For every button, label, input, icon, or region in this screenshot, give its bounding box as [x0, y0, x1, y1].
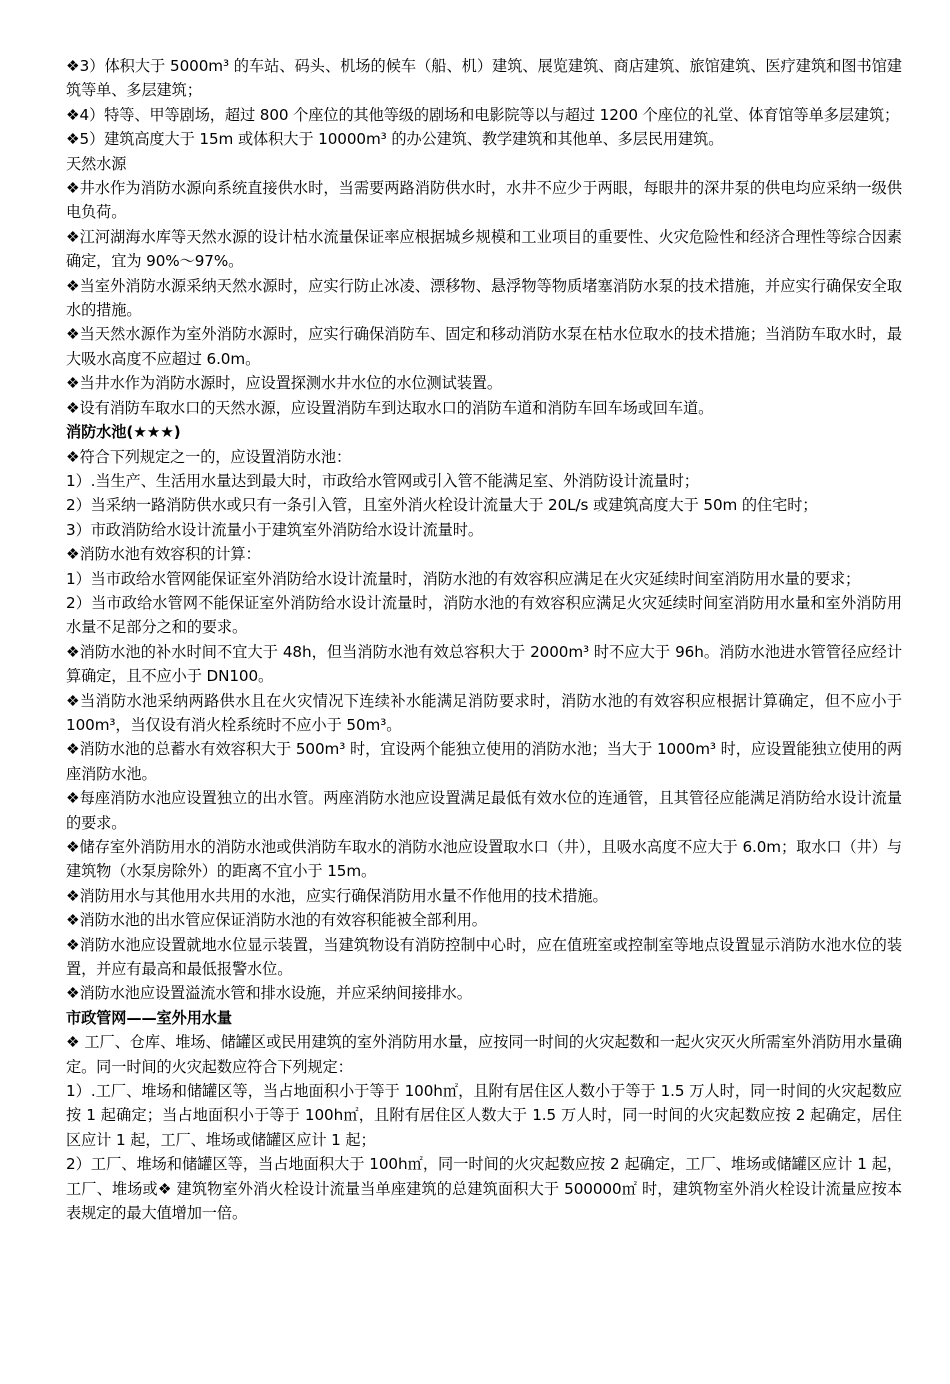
paragraph: ❖消防水池应设置溢流水管和排水设施，并应采纳间接排水。: [66, 984, 472, 1003]
paragraph: ❖当天然水源作为室外消防水源时，应实行确保消防车、固定和移动消防水泵在枯水位取水的技术措施；当消防车取水时，最大吸水高度不应超过 6.0m。: [66, 325, 902, 368]
paragraph: ❖江河湖海水库等天然水源的设计枯水流量保证率应根据城乡规模和工业项目的重要性、火灾危险性和经济合理性等综合因素确定，宜为 90%～97%。: [66, 227, 902, 271]
paragraph: ❖4）特等、甲等剧场，超过 800 个座位的其他等级的剧场和电影院等以与超过 1200 个座位的礼堂、体育馆等单多层建筑；: [66, 105, 900, 124]
paragraph: ❖当井水作为消防水源时，应设置探测水井水位的水位测试装置。: [66, 374, 502, 393]
paragraph: ❖ 工厂、仓库、堆场、储罐区或民用建筑的室外消防用水量，应按同一时间的火灾起数和一起火灾灭火所需室外消防用水量确定。同一时间的火灾起数应符合下列规定：: [66, 1033, 902, 1076]
paragraph: 天然水源: [66, 154, 127, 173]
paragraph: 2）当采纳一路消防供水或只有一条引入管，且室外消火栓设计流量大于 20L/s 或建筑高度大于 50m 的住宅时；: [66, 496, 818, 515]
section-heading: 市政管网——室外用水量: [66, 1008, 232, 1027]
paragraph: ❖消防水池有效容积的计算：: [66, 545, 261, 564]
paragraph: 2）工厂、堆场和储罐区等，当占地面积大于 100h㎡，同一时间的火灾起数应按 2 起确定，工厂、堆场或储罐区应计 1 起，工厂、堆场或❖ 建筑物室外消火栓设计流量当单座建筑的总建筑面积大于 500000㎡ 时，建筑物室外消火栓设计流量应按本表规定的最大值增加一倍。: [66, 1155, 902, 1223]
paragraph: ❖井水作为消防水源向系统直接供水时，当需要两路消防供水时，水井不应少于两眼，每眼井的深井泵的供电均应采纳一级供电负荷。: [66, 179, 902, 222]
paragraph: ❖5）建筑高度大于 15m 或体积大于 10000m³ 的办公建筑、教学建筑和其他单、多层民用建筑。: [66, 130, 724, 149]
paragraph: ❖消防水池应设置就地水位显示装置，当建筑物设有消防控制中心时，应在值班室或控制室等地点设置显示消防水池水位的装置，并应有最高和最低报警水位。: [66, 935, 902, 979]
paragraph: ❖消防水池的补水时间不宜大于 48h，但当消防水池有效总容积大于 2000m³ 时不应大于 96h。消防水池进水管管径应经计算确定，且不应小于 DN100。: [66, 642, 902, 686]
paragraph: ❖消防用水与其他用水共用的水池，应实行确保消防用水量不作他用的技术措施。: [66, 886, 608, 905]
paragraph: 1）.当生产、生活用水量达到最大时，市政给水管网或引入管不能满足室、外消防设计流量时；: [66, 471, 699, 490]
paragraph: 1）.工厂、堆场和储罐区等，当占地面积小于等于 100h㎡，且附有居住区人数小于等于 1.5 万人时，同一时间的火灾起数应按 1 起确定；当占地面积小于等于 100h㎡，且附有居住区人数大于 1.5 万人时，同一时间的火灾起数应按 2 起确定，居住区应计 1 起，工厂、堆场或储罐区应计 1 起；: [66, 1082, 902, 1149]
paragraph: 1）当市政给水管网能保证室外消防给水设计流量时，消防水池的有效容积应满足在火灾延续时间室消防用水量的要求；: [66, 569, 861, 588]
paragraph: 2）当市政给水管网不能保证室外消防给水设计流量时，消防水池的有效容积应满足火灾延续时间室消防用水量和室外消防用水量不足部分之和的要求。: [66, 593, 902, 637]
paragraph: 3）市政消防给水设计流量小于建筑室外消防给水设计流量时。: [66, 520, 483, 539]
paragraph: ❖当消防水池采纳两路供水且在火灾情况下连续补水能满足消防要求时，消防水池的有效容积应根据计算确定，但不应小于 100m³，当仅设有消火栓系统时不应小于 50m³。: [66, 691, 902, 734]
paragraph: ❖储存室外消防用水的消防水池或供消防车取水的消防水池应设置取水口（井），且吸水高度不应大于 6.0m；取水口（井）与建筑物（水泵房除外）的距离不宜小于 15m。: [66, 838, 902, 881]
section-heading: 消防水池(★★★): [66, 423, 181, 442]
paragraph: ❖3）体积大于 5000m³ 的车站、码头、机场的候车（船、机）建筑、展览建筑、商店建筑、旅馆建筑、医疗建筑和图书馆建筑等单、多层建筑；: [66, 57, 902, 100]
paragraph: ❖设有消防车取水口的天然水源，应设置消防车到达取水口的消防车道和消防车回车场或回车道。: [66, 398, 714, 417]
paragraph: ❖消防水池的总蓄水有效容积大于 500m³ 时，宜设两个能独立使用的消防水池；当大于 1000m³ 时，应设置能独立使用的两座消防水池。: [66, 740, 902, 783]
paragraph: ❖消防水池的出水管应保证消防水池的有效容积能被全部利用。: [66, 911, 487, 930]
document-body: [66, 54, 902, 1226]
paragraph: ❖每座消防水池应设置独立的出水管。两座消防水池应设置满足最低有效水位的连通管，且其管径应能满足消防给水设计流量的要求。: [66, 789, 902, 832]
paragraph: ❖当室外消防水源采纳天然水源时，应实行防止冰凌、漂移物、悬浮物等物质堵塞消防水泵的技术措施，并应实行确保安全取水的措施。: [66, 276, 902, 320]
paragraph: ❖符合下列规定之一的，应设置消防水池：: [66, 447, 352, 466]
